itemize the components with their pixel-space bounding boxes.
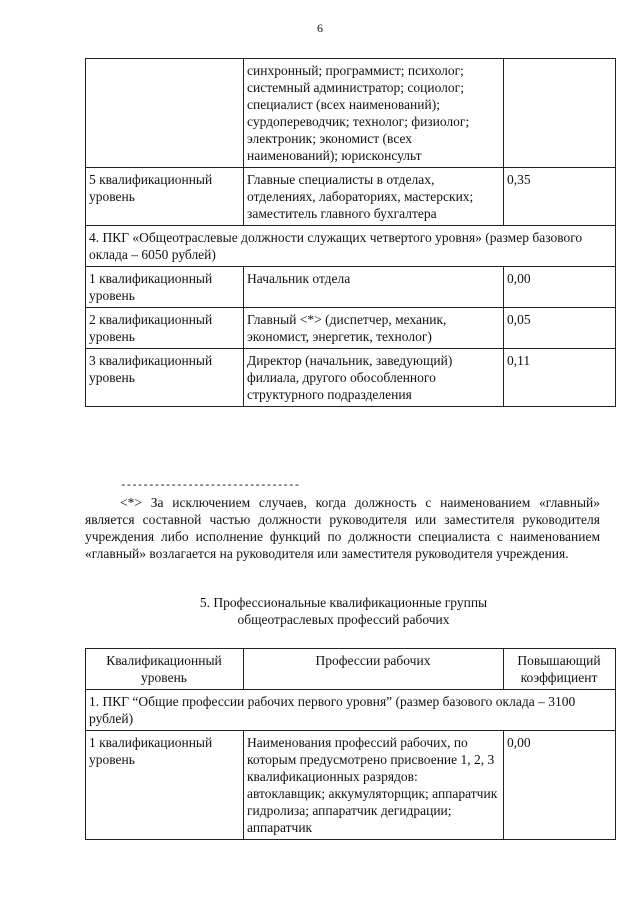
level-cell: 3 квалификационный уровень: [86, 349, 244, 407]
positions-cell: Главные специалисты в отделах, отделениях, лабораториях, мастерских; заместитель главного бухгалтера: [244, 168, 504, 226]
group-heading: 1. ПКГ “Общие профессии рабочих первого уровня” (размер базового оклада – 3100 рублей): [86, 690, 616, 731]
level-cell: 1 квалификационный уровень: [86, 731, 244, 840]
section-title-line-2: общеотраслевых профессий рабочих: [237, 612, 450, 627]
coefficient-cell: 0,05: [504, 308, 616, 349]
section-title: [85, 594, 602, 628]
group-row: [86, 690, 616, 731]
footnote-divider: --------------------------------: [120, 480, 300, 492]
qualification-table-2: [85, 648, 616, 840]
positions-cell: синхронный; программист; психолог; системный администратор; социолог; специалист (всех наименований); сурдопереводчик; технолог; физиолог; электроник; экономист (всех наименований); юрисконсульт: [244, 59, 504, 168]
coefficient-cell: 0,35: [504, 168, 616, 226]
positions-cell: Главный <*> (диспетчер, механик, экономист, энергетик, технолог): [244, 308, 504, 349]
header-positions: Профессии рабочих: [244, 649, 504, 690]
level-cell: [86, 59, 244, 168]
header-coefficient: Повышающий коэффициент: [504, 649, 616, 690]
group-row: [86, 226, 616, 267]
page-number: 6: [317, 21, 323, 35]
qualification-table-1: [85, 58, 616, 407]
table-row: [86, 731, 616, 840]
positions-cell: Директор (начальник, заведующий) филиала, другого обособленного структурного подразделения: [244, 349, 504, 407]
level-cell: 5 квалификационный уровень: [86, 168, 244, 226]
table-row: [86, 168, 616, 226]
table-row: [86, 308, 616, 349]
table-header-row: [86, 649, 616, 690]
table-row: [86, 349, 616, 407]
level-cell: 2 квалификационный уровень: [86, 308, 244, 349]
section-title-line-1: 5. Профессиональные квалификационные группы: [199, 595, 488, 610]
table-row: [86, 267, 616, 308]
footnote-text: <*> За исключением случаев, когда должность с наименованием «главный» является составной частью должности руководителя или заместителя руководителя учреждения либо исполнение функций по должности специалиста с наименованием «главный» возлагается на руководителя или заместителя руководителя учреждения.: [85, 495, 600, 561]
table-row: [86, 59, 616, 168]
coefficient-cell: [504, 59, 616, 168]
header-level: Квалификационный уровень: [86, 649, 244, 690]
coefficient-cell: 0,11: [504, 349, 616, 407]
positions-cell: Наименования профессий рабочих, по которым предусмотрено присвоение 1, 2, 3 квалификационных разрядов: автоклавщик; аккумуляторщик; аппаратчик гидролиза; аппаратчик дегидрации; аппаратчик: [244, 731, 504, 840]
coefficient-cell: 0,00: [504, 267, 616, 308]
coefficient-cell: 0,00: [504, 731, 616, 840]
positions-cell: Начальник отдела: [244, 267, 504, 308]
group-heading: 4. ПКГ «Общеотраслевые должности служащих четвертого уровня» (размер базового оклада – 6050 рублей): [86, 226, 616, 267]
level-cell: 1 квалификационный уровень: [86, 267, 244, 308]
